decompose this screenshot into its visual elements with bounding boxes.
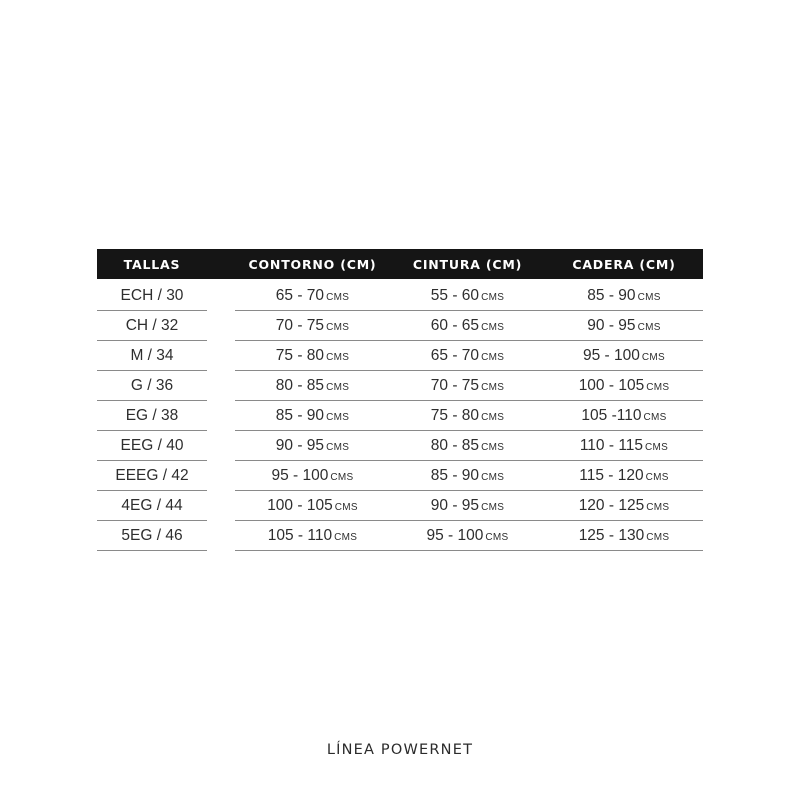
cell-cadera-value: 125 - 130	[578, 526, 645, 544]
cell-cintura-value: 60 - 65	[430, 316, 480, 334]
unit-label: CMS	[641, 351, 665, 363]
cell-cadera	[545, 401, 703, 431]
cell-cintura-value: 95 - 100	[426, 526, 484, 544]
cell-talla-value: CH / 32	[125, 316, 179, 334]
cell-talla-value: 5EG / 46	[121, 526, 183, 544]
cell-contorno	[235, 521, 390, 551]
cell-contorno-value: 85 - 90	[275, 406, 325, 424]
cell-cadera	[545, 491, 703, 521]
header-spacer	[207, 249, 235, 279]
cell-contorno	[235, 401, 390, 431]
cell-spacer	[207, 371, 235, 401]
table-row	[97, 431, 703, 461]
cell-talla-value: EEG / 40	[120, 436, 184, 454]
table-row	[97, 491, 703, 521]
cell-spacer	[207, 431, 235, 461]
cell-talla-value: M / 34	[130, 346, 174, 364]
cell-spacer	[207, 401, 235, 431]
cell-cadera-value: 100 - 105	[578, 376, 645, 394]
cell-cadera-value: 110 - 115	[579, 436, 644, 454]
cell-cadera-value: 115 - 120	[579, 466, 644, 484]
unit-label: CMS	[643, 411, 667, 423]
cell-spacer	[207, 461, 235, 491]
cell-talla-value: EEEG / 42	[115, 466, 189, 484]
unit-label: CMS	[334, 531, 358, 543]
unit-label: CMS	[326, 291, 350, 303]
cell-contorno-value: 80 - 85	[275, 376, 325, 394]
cell-spacer	[207, 521, 235, 551]
cell-spacer	[207, 341, 235, 371]
cell-cintura	[390, 461, 545, 491]
unit-label: CMS	[646, 381, 670, 393]
table-row	[97, 401, 703, 431]
cell-cadera	[545, 341, 703, 371]
cell-contorno	[235, 491, 390, 521]
unit-label: CMS	[326, 381, 350, 393]
header-cadera: CADERA (CM)	[545, 249, 703, 279]
cell-contorno-value: 75 - 80	[275, 346, 325, 364]
cell-contorno-value: 90 - 95	[275, 436, 325, 454]
cell-spacer	[207, 311, 235, 341]
unit-label: CMS	[481, 351, 505, 363]
table-body	[97, 279, 703, 551]
cell-talla	[97, 521, 207, 551]
unit-label: CMS	[326, 321, 350, 333]
unit-label: CMS	[326, 441, 350, 453]
cell-cintura-value: 75 - 80	[430, 406, 480, 424]
cell-cadera	[545, 279, 703, 311]
header-contorno: CONTORNO (CM)	[235, 249, 390, 279]
cell-cintura-value: 65 - 70	[430, 346, 480, 364]
cell-talla	[97, 279, 207, 311]
cell-cintura	[390, 371, 545, 401]
cell-talla	[97, 401, 207, 431]
unit-label: CMS	[481, 291, 505, 303]
cell-contorno-value: 70 - 75	[275, 316, 325, 334]
table-header-row	[97, 249, 703, 279]
cell-cintura	[390, 401, 545, 431]
unit-label: CMS	[637, 321, 661, 333]
cell-talla-value: EG / 38	[125, 406, 179, 424]
cell-contorno	[235, 461, 390, 491]
cell-cintura	[390, 341, 545, 371]
cell-cintura	[390, 431, 545, 461]
unit-label: CMS	[326, 351, 350, 363]
unit-label: CMS	[646, 501, 670, 513]
cell-cadera-value: 120 - 125	[578, 496, 645, 514]
product-line-caption: LÍNEA POWERNET	[326, 742, 474, 758]
cell-talla	[97, 311, 207, 341]
cell-cadera	[545, 461, 703, 491]
cell-cintura-value: 90 - 95	[430, 496, 480, 514]
cell-cadera	[545, 521, 703, 551]
unit-label: CMS	[481, 411, 505, 423]
cell-cadera-value: 85 - 90	[587, 286, 636, 304]
table-row	[97, 311, 703, 341]
cell-cadera-value: 90 - 95	[587, 316, 636, 334]
cell-cintura-value: 85 - 90	[430, 466, 480, 484]
cell-cadera	[545, 431, 703, 461]
unit-label: CMS	[481, 471, 505, 483]
cell-talla-value: ECH / 30	[120, 286, 184, 304]
unit-label: CMS	[646, 531, 670, 543]
cell-talla	[97, 491, 207, 521]
header-cintura: CINTURA (CM)	[390, 249, 545, 279]
cell-contorno	[235, 371, 390, 401]
table-row	[97, 371, 703, 401]
cell-spacer	[207, 279, 235, 311]
cell-contorno	[235, 341, 390, 371]
unit-label: CMS	[645, 471, 669, 483]
cell-contorno	[235, 279, 390, 311]
cell-contorno	[235, 431, 390, 461]
cell-talla	[97, 371, 207, 401]
cell-cintura	[390, 279, 545, 311]
unit-label: CMS	[334, 501, 358, 513]
cell-cadera	[545, 371, 703, 401]
unit-label: CMS	[637, 291, 661, 303]
cell-cintura	[390, 521, 545, 551]
size-chart-table	[97, 249, 703, 551]
unit-label: CMS	[481, 501, 505, 513]
cell-cintura-value: 55 - 60	[430, 286, 480, 304]
unit-label: CMS	[485, 531, 509, 543]
cell-spacer	[207, 491, 235, 521]
unit-label: CMS	[481, 321, 505, 333]
cell-talla	[97, 431, 207, 461]
cell-talla	[97, 341, 207, 371]
header-tallas: TALLAS	[97, 249, 207, 279]
table-row	[97, 521, 703, 551]
table-row	[97, 341, 703, 371]
unit-label: CMS	[481, 441, 505, 453]
cell-contorno-value: 65 - 70	[275, 286, 325, 304]
cell-talla-value: G / 36	[130, 376, 174, 394]
cell-cadera-value: 105 -110	[581, 406, 642, 424]
cell-talla-value: 4EG / 44	[121, 496, 183, 514]
unit-label: CMS	[645, 441, 669, 453]
cell-contorno-value: 100 - 105	[267, 496, 333, 514]
cell-contorno	[235, 311, 390, 341]
table-row	[97, 461, 703, 491]
cell-contorno-value: 95 - 100	[271, 466, 329, 484]
cell-cadera-value: 95 - 100	[582, 346, 640, 364]
unit-label: CMS	[326, 411, 350, 423]
cell-cintura-value: 80 - 85	[430, 436, 480, 454]
cell-cadera	[545, 311, 703, 341]
unit-label: CMS	[330, 471, 354, 483]
cell-cintura	[390, 311, 545, 341]
cell-contorno-value: 105 - 110	[267, 526, 333, 544]
unit-label: CMS	[481, 381, 505, 393]
table-row	[97, 279, 703, 311]
cell-talla	[97, 461, 207, 491]
cell-cintura-value: 70 - 75	[430, 376, 480, 394]
cell-cintura	[390, 491, 545, 521]
